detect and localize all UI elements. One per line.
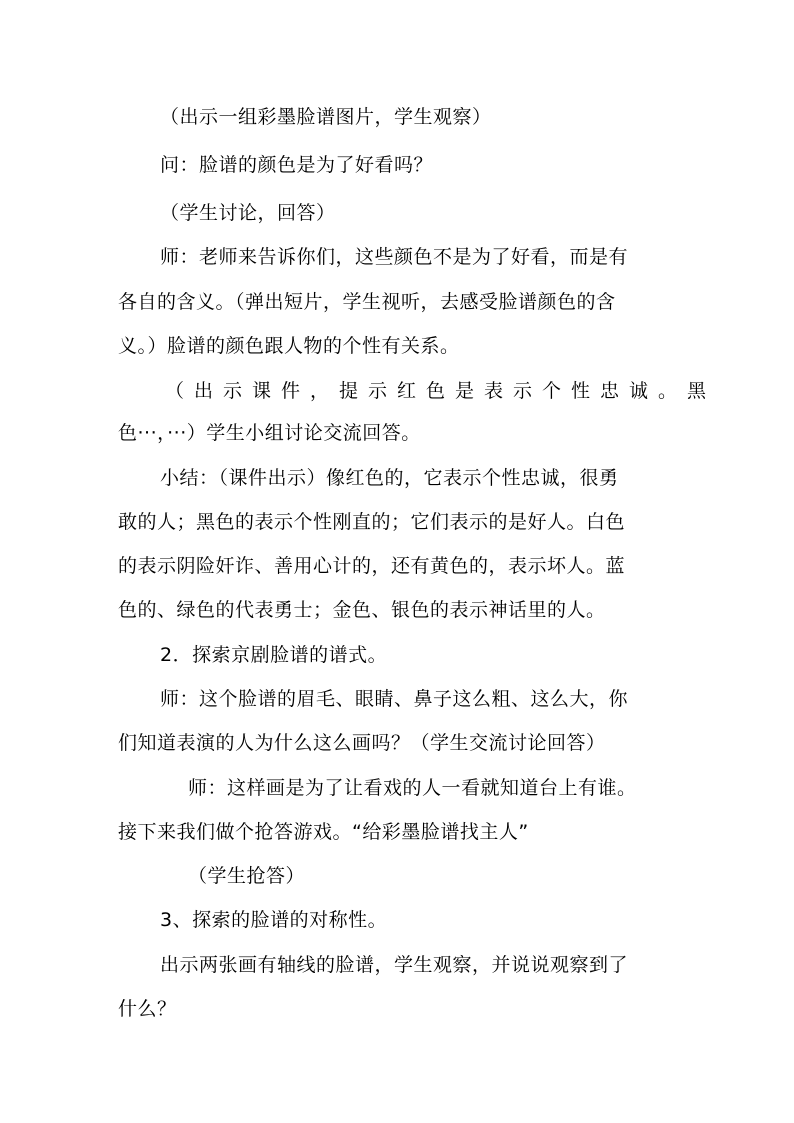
text-line-20: 出示两张画有轴线的脸谱，学生观察，并说说观察到了 [160,954,629,976]
text-line-14: 师：这个脸谱的眉毛、眼睛、鼻子这么粗、这么大，你 [160,688,629,710]
text-line-16: 师：这样画是为了让看戏的人一看就知道台上有谁。 [188,777,637,799]
text-line-19: 3、探索的脸谱的对称性。 [160,909,388,931]
text-line-15: 们知道表演的人为什么这么画吗？（学生交流讨论回答） [118,732,606,754]
text-line-12: 色的、绿色的代表勇士；金色、银色的表示神话里的人。 [118,599,606,621]
text-line-3: （学生讨论，回答） [160,202,336,224]
text-line-6: 义。）脸谱的颜色跟人物的个性有关系。 [118,335,460,357]
text-line-4: 师：老师来告诉你们，这些颜色不是为了好看，而是有 [160,246,629,268]
text-line-13: 2．探索京剧脸谱的谱式。 [160,644,388,666]
text-line-8: 色···，···）学生小组讨论交流回答。 [118,422,421,444]
text-line-2: 问：脸谱的颜色是为了好看吗？ [160,154,434,176]
text-line-17: 接下来我们做个抢答游戏。“给彩墨脸谱找主人” [118,821,529,843]
text-line-18: （学生抢答） [188,865,306,887]
text-line-11: 的表示阴险奸诈、善用心计的，还有黄色的，表示坏人。蓝 [118,555,626,577]
text-line-10: 敢的人；黑色的表示个性刚直的；它们表示的是好人。白色 [118,511,626,533]
text-line-9: 小结：（课件出示）像红色的，它表示个性忠诚，很勇 [160,467,619,489]
text-line-21: 什么？ [118,998,177,1020]
text-line-1: （出示一组彩墨脸谱图片，学生观察） [160,106,492,128]
text-line-7: （出示课件，提示红色是表示个性忠诚。黑 [165,380,717,402]
text-line-5: 各自的含义。（弹出短片，学生视听，去感受脸谱颜色的含 [118,291,616,313]
